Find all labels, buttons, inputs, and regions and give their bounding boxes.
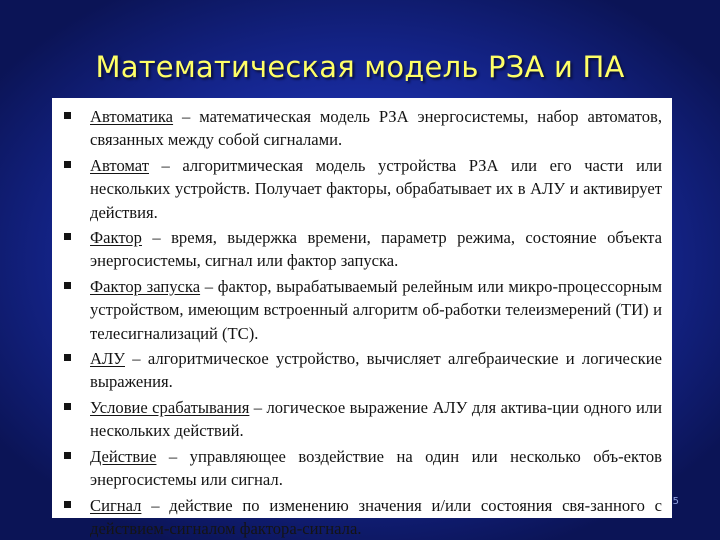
square-bullet-icon	[64, 354, 71, 361]
list-item-action	[64, 445, 662, 492]
square-bullet-icon	[64, 161, 71, 168]
slide-title: Математическая модель РЗА и ПА	[95, 50, 625, 84]
list-item-signal	[64, 494, 662, 540]
list-item-trigger-factor	[64, 275, 662, 345]
list-item-automation	[64, 105, 662, 152]
square-bullet-icon	[64, 112, 71, 119]
definition-text: – алгоритмическая модель устройства РЗА или его части или нескольких устройств. Получает факторы, обрабатывает их в АЛУ и активирует действия.	[90, 155, 662, 222]
term-label: Фактор запуска	[90, 276, 201, 296]
term-label: АЛУ	[90, 349, 125, 369]
square-bullet-icon	[64, 403, 71, 410]
definition-text: – фактор, вырабатываемый релейным или микро-процессорным устройством, имеющим встроенный алгоритм об-работки телеизмерений (ТИ) и телесигнализаций (ТС).	[90, 276, 662, 343]
term-label: Действие	[90, 446, 157, 466]
content-panel	[52, 98, 672, 538]
square-bullet-icon	[64, 452, 71, 459]
list-item-factor	[64, 226, 662, 273]
definition-text: – действие по изменению значения и/или состояния свя-занного с действием-сигналом фактора-сигнала.	[90, 495, 662, 538]
list-item-alu	[64, 347, 662, 394]
definition-text: – алгоритмическое устройство, вычисляет алгебраические и логические выражения.	[90, 349, 662, 392]
square-bullet-icon	[64, 282, 71, 289]
square-bullet-icon	[64, 501, 71, 508]
term-label: Автомат	[90, 155, 149, 175]
list-item-automaton	[64, 154, 662, 224]
term-label: Сигнал	[90, 495, 142, 515]
list-item-trigger-condition	[64, 396, 662, 443]
term-label: Автоматика	[90, 107, 174, 126]
definition-text: – управляющее воздействие на один или несколько объ-ектов энергосистемы или сигнал.	[90, 446, 662, 490]
square-bullet-icon	[64, 233, 71, 240]
definition-list	[64, 105, 662, 540]
page-number: 5	[672, 496, 679, 507]
definition-text: – логическое выражение АЛУ для актива-ции одного или нескольких действий.	[90, 397, 663, 441]
term-label: Фактор	[90, 228, 142, 248]
definition-text: – математическая модель РЗА энергосистемы, набор автоматов, связанных между собой сигналами.	[90, 107, 662, 150]
definition-text: – время, выдержка времени, параметр режима, состояние объекта энергосистемы, сигнал или фактор запуска.	[90, 228, 662, 271]
term-label: Условие срабатывания	[90, 397, 250, 417]
